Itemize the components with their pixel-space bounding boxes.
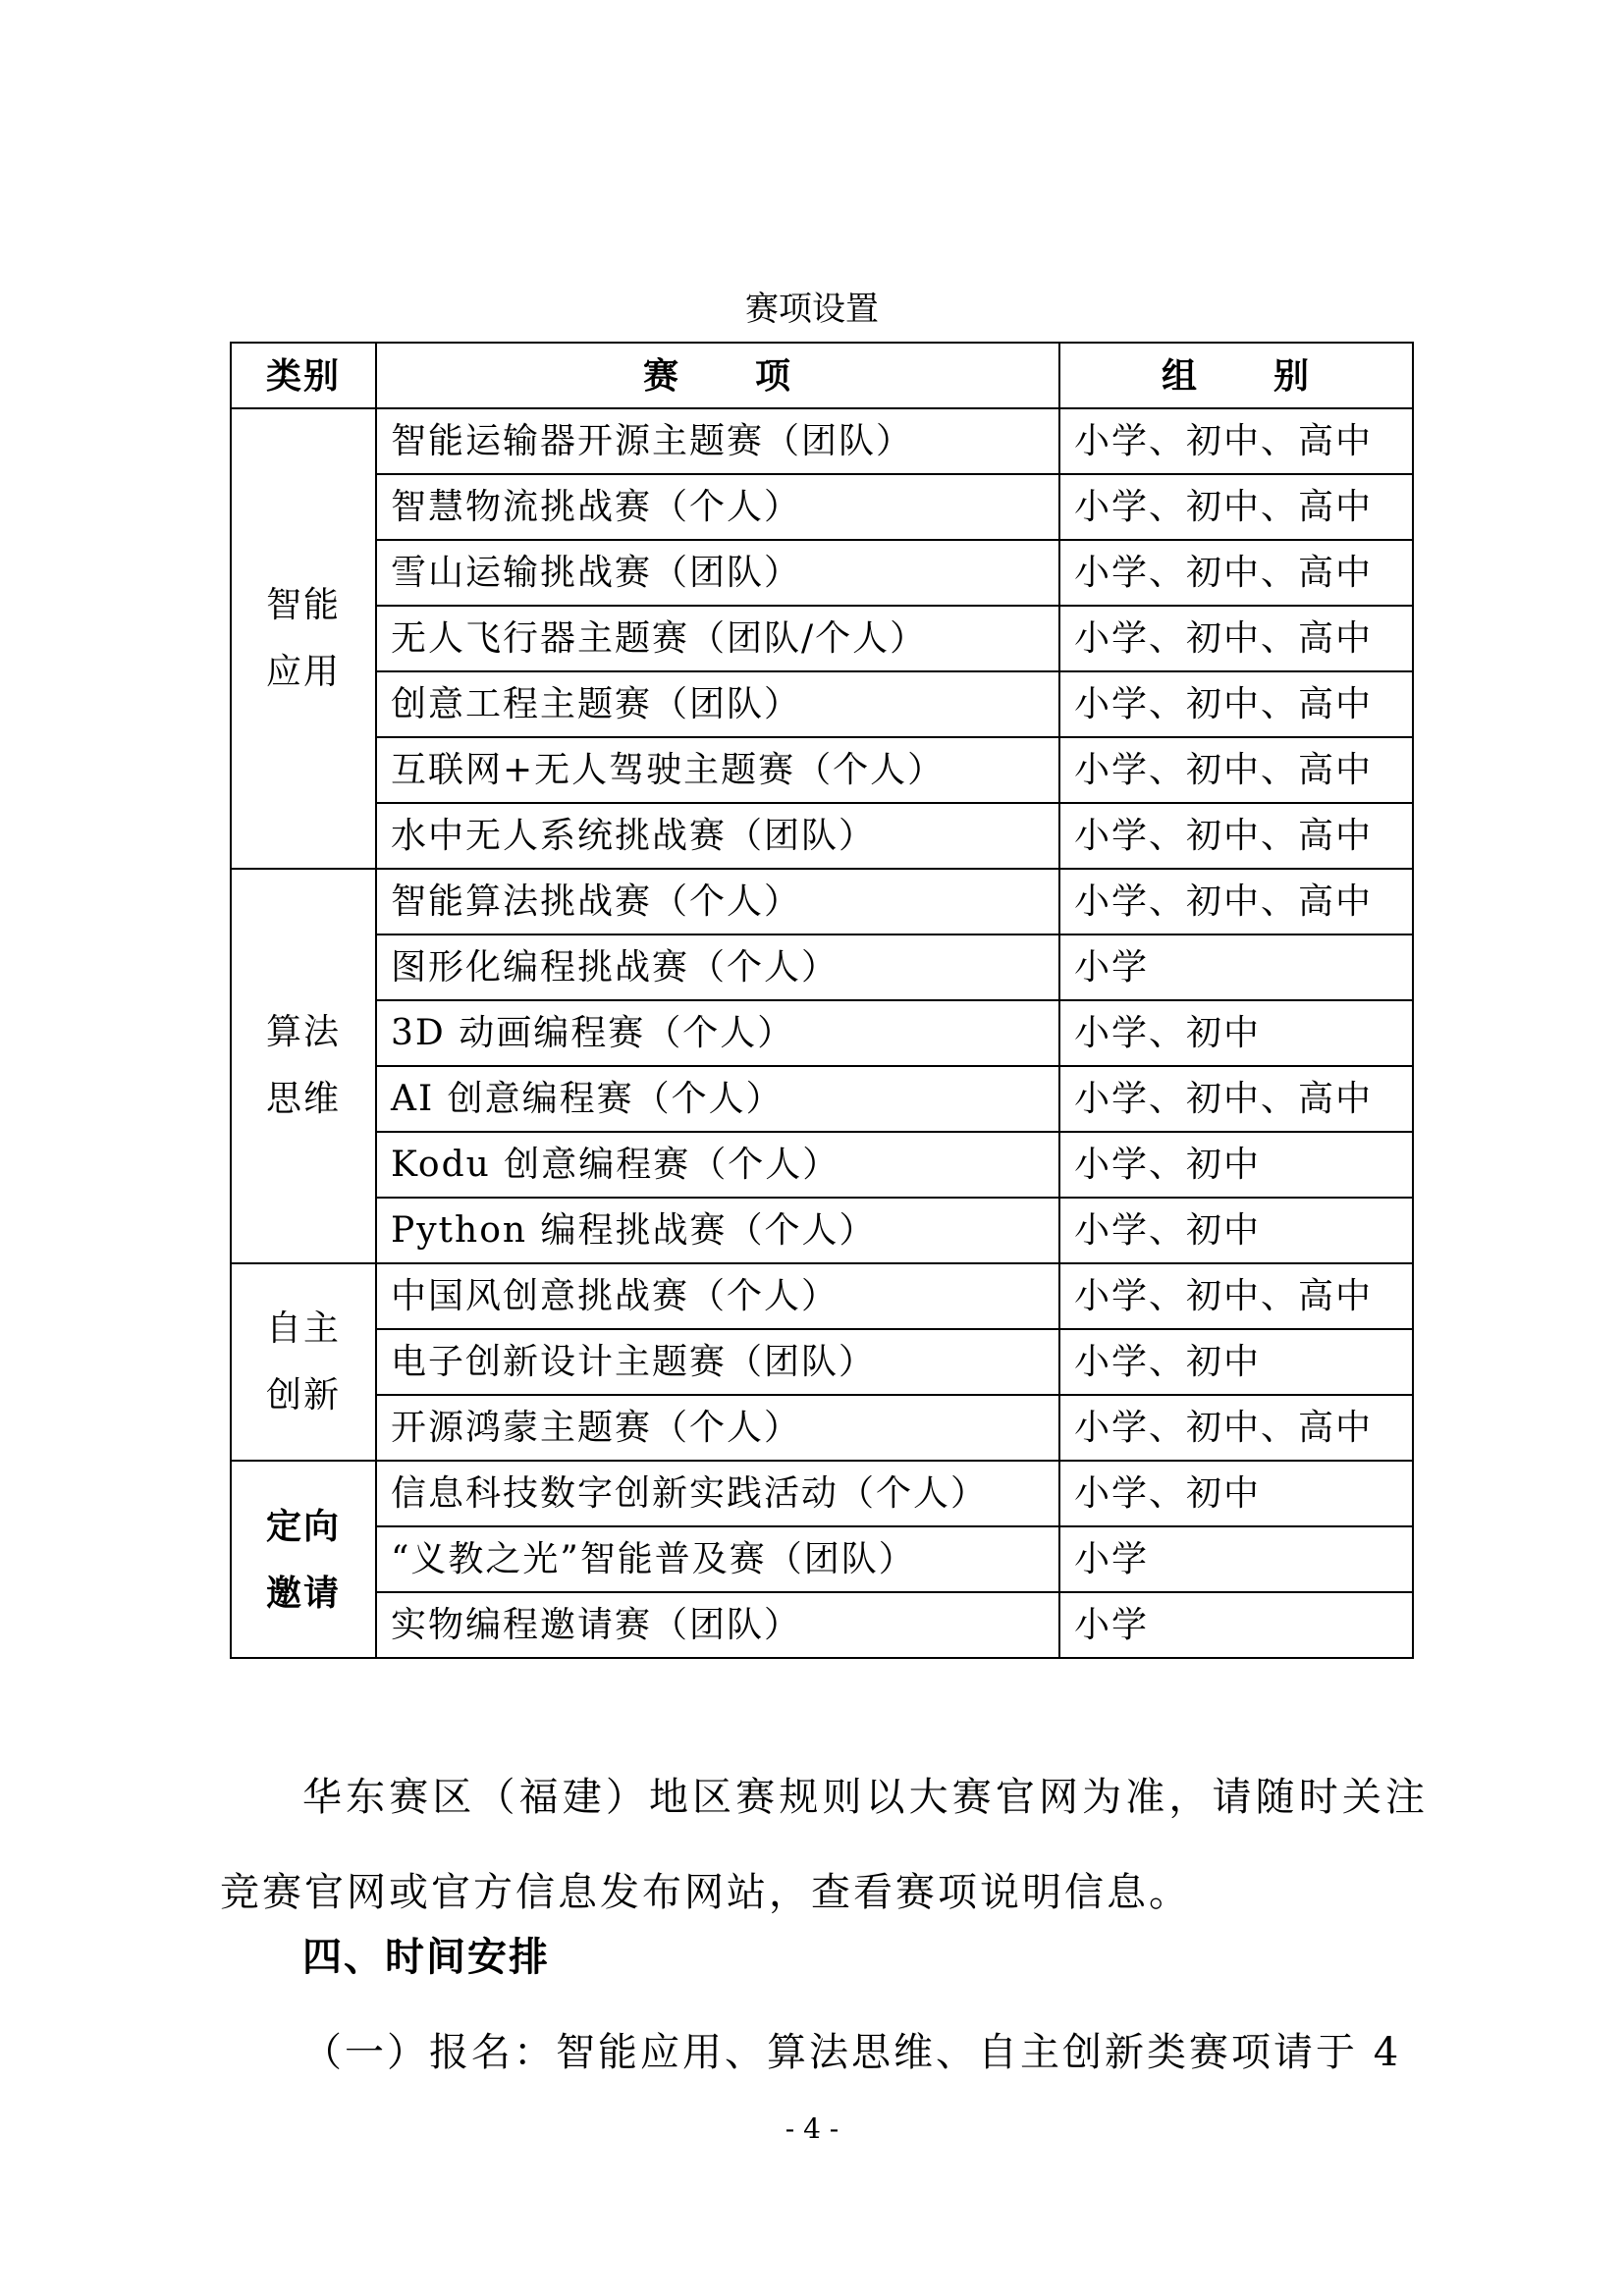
group-cell: 小学、初中、高中 xyxy=(1059,1395,1413,1461)
event-cell: Python 编程挑战赛（个人） xyxy=(376,1198,1059,1263)
group-cell: 小学、初中、高中 xyxy=(1059,1263,1413,1329)
event-cell: 开源鸿蒙主题赛（个人） xyxy=(376,1395,1059,1461)
event-cell: 智能算法挑战赛（个人） xyxy=(376,869,1059,934)
section-heading-schedule: 四、时间安排 xyxy=(302,1935,550,1980)
event-cell: 创意工程主题赛（团队） xyxy=(376,671,1059,737)
event-cell: 智慧物流挑战赛（个人） xyxy=(376,474,1059,540)
table-row xyxy=(231,540,1413,606)
event-cell: 无人飞行器主题赛（团队/个人） xyxy=(376,606,1059,671)
group-cell: 小学、初中 xyxy=(1059,1329,1413,1395)
event-cell: Kodu 创意编程赛（个人） xyxy=(376,1132,1059,1198)
event-cell: 实物编程邀请赛（团队） xyxy=(376,1592,1059,1658)
table-row xyxy=(231,1592,1413,1658)
table-row xyxy=(231,474,1413,540)
group-cell: 小学、初中、高中 xyxy=(1059,869,1413,934)
table-row xyxy=(231,1132,1413,1198)
group-cell: 小学、初中 xyxy=(1059,1461,1413,1526)
header-event: 赛 项 xyxy=(376,343,1059,408)
registration-paragraph: （一）报名：智能应用、算法思维、自主创新类赛项请于 4 xyxy=(302,2030,1402,2075)
table-row xyxy=(231,1329,1413,1395)
event-cell: 互联网+无人驾驶主题赛（个人） xyxy=(376,737,1059,803)
table-caption: 赛项设置 xyxy=(745,290,879,329)
table-row xyxy=(231,1198,1413,1263)
group-cell: 小学、初中、高中 xyxy=(1059,408,1413,474)
group-cell: 小学、初中、高中 xyxy=(1059,671,1413,737)
page-number: - 4 - xyxy=(785,2112,839,2145)
table-header-row xyxy=(231,343,1413,408)
group-cell: 小学、初中、高中 xyxy=(1059,803,1413,869)
table-row xyxy=(231,1263,1413,1329)
category-cell: 算法思维 xyxy=(231,869,376,1263)
rules-paragraph: 华东赛区（福建）地区赛规则以大赛官网为准，请随时关注竞赛官网或官方信息发布网站，查看赛项说明信息。 xyxy=(220,1775,1428,1915)
group-cell: 小学、初中、高中 xyxy=(1059,1066,1413,1132)
event-cell: AI 创意编程赛（个人） xyxy=(376,1066,1059,1132)
event-cell: 信息科技数字创新实践活动（个人） xyxy=(376,1461,1059,1526)
table-row xyxy=(231,737,1413,803)
table-row xyxy=(231,934,1413,1000)
group-cell: 小学、初中、高中 xyxy=(1059,540,1413,606)
table-row xyxy=(231,671,1413,737)
table-row xyxy=(231,803,1413,869)
group-cell: 小学、初中、高中 xyxy=(1059,474,1413,540)
group-cell: 小学、初中、高中 xyxy=(1059,737,1413,803)
category-cell: 定向邀请 xyxy=(231,1461,376,1658)
event-cell: “义教之光”智能普及赛（团队） xyxy=(376,1526,1059,1592)
event-cell: 智能运输器开源主题赛（团队） xyxy=(376,408,1059,474)
event-cell: 雪山运输挑战赛（团队） xyxy=(376,540,1059,606)
table-row xyxy=(231,1395,1413,1461)
event-cell: 3D 动画编程赛（个人） xyxy=(376,1000,1059,1066)
table-row xyxy=(231,869,1413,934)
group-cell: 小学 xyxy=(1059,1526,1413,1592)
header-category: 类别 xyxy=(231,343,376,408)
group-cell: 小学、初中 xyxy=(1059,1000,1413,1066)
table-row xyxy=(231,606,1413,671)
event-cell: 图形化编程挑战赛（个人） xyxy=(376,934,1059,1000)
event-cell: 电子创新设计主题赛（团队） xyxy=(376,1329,1059,1395)
table-row xyxy=(231,1066,1413,1132)
group-cell: 小学 xyxy=(1059,934,1413,1000)
event-cell: 水中无人系统挑战赛（团队） xyxy=(376,803,1059,869)
table-row xyxy=(231,1526,1413,1592)
group-cell: 小学 xyxy=(1059,1592,1413,1658)
table-row xyxy=(231,1461,1413,1526)
header-group: 组 别 xyxy=(1059,343,1413,408)
category-cell: 自主创新 xyxy=(231,1263,376,1461)
group-cell: 小学、初中、高中 xyxy=(1059,606,1413,671)
category-cell: 智能应用 xyxy=(231,408,376,869)
table-row xyxy=(231,408,1413,474)
event-cell: 中国风创意挑战赛（个人） xyxy=(376,1263,1059,1329)
table-row xyxy=(231,1000,1413,1066)
events-table xyxy=(230,342,1414,1659)
group-cell: 小学、初中 xyxy=(1059,1132,1413,1198)
group-cell: 小学、初中 xyxy=(1059,1198,1413,1263)
